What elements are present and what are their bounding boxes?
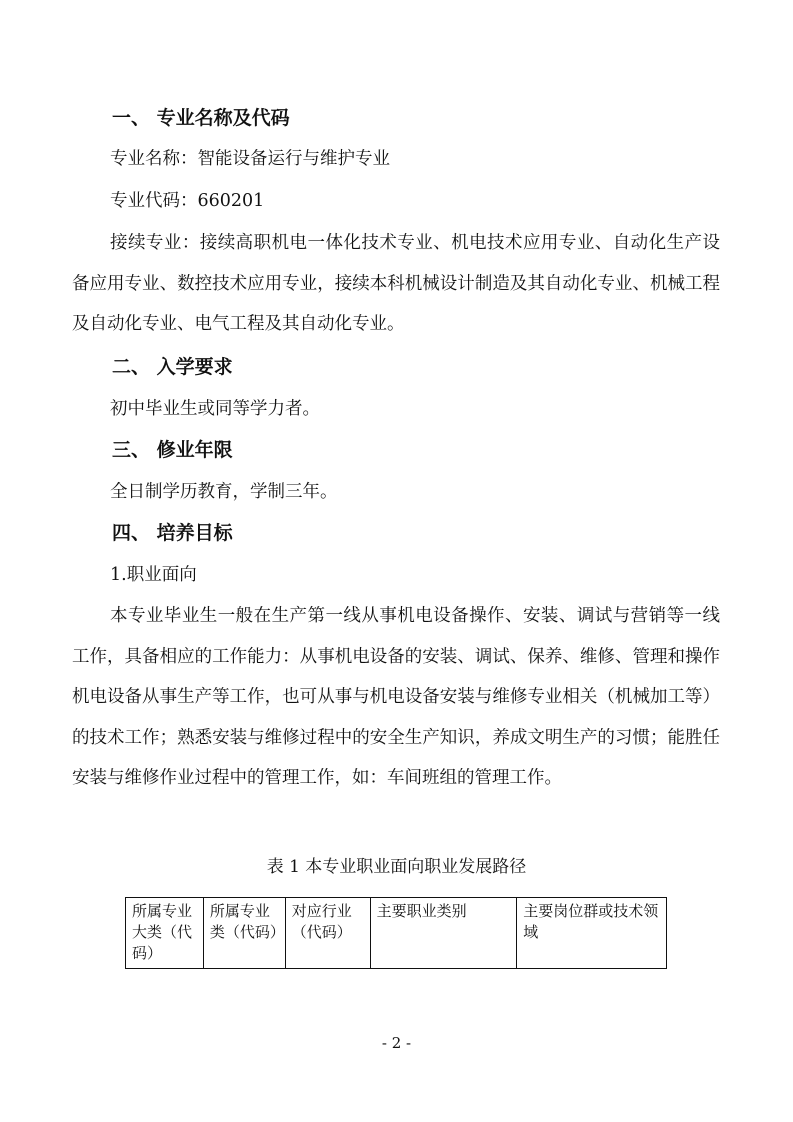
career-orientation-paragraph: 本专业毕业生一般在生产第一线从事机电设备操作、安装、调试与营销等一线工作，具备相应的工作能力：从事机电设备的安装、调试、保养、维修、管理和操作机电设备从事生产等工作，也可从事与机电设备安装与维修专业相关（机械加工等）的技术工作；熟悉安装与维修过程中的安全生产知识，养成文明生产的习惯；能胜任安装与维修作业过程中的管理工作，如：车间班组的管理工作。	[72, 606, 720, 788]
section-heading-admission: 二、 入学要求	[112, 356, 233, 378]
page-number: - 2 -	[381, 1034, 412, 1052]
career-path-table	[125, 897, 667, 969]
table-caption: 表 1 本专业职业面向职业发展路径	[266, 857, 527, 877]
section-heading-duration: 三、 修业年限	[112, 439, 233, 461]
major-name-line: 专业名称：智能设备运行与维护专业	[110, 149, 390, 169]
header-job-groups: 主要岗位群或技术领域	[517, 898, 667, 969]
section-heading-training-goals: 四、 培养目标	[112, 522, 233, 544]
header-major-category: 所属专业大类（代码）	[126, 898, 204, 969]
admission-requirement-line: 初中毕业生或同等学力者。	[110, 399, 320, 419]
header-occupation-category: 主要职业类别	[370, 898, 517, 969]
study-duration-line: 全日制学历教育，学制三年。	[110, 482, 338, 502]
header-major-class: 所属专业类（代码）	[203, 898, 285, 969]
subheading-career-orientation: 1.职业面向	[110, 565, 197, 585]
section-heading-major-name-code: 一、 专业名称及代码	[112, 107, 290, 129]
header-industry: 对应行业（代码）	[285, 898, 370, 969]
continuation-majors-paragraph: 接续专业：接续高职机电一体化技术专业、机电技术应用专业、自动化生产设备应用专业、数控技术应用专业，接续本科机械设计制造及其自动化专业、机械工程及自动化专业、电气工程及其自动化专业。	[72, 233, 720, 334]
table-header-row	[126, 898, 667, 969]
major-code-line: 专业代码：660201	[110, 191, 265, 211]
